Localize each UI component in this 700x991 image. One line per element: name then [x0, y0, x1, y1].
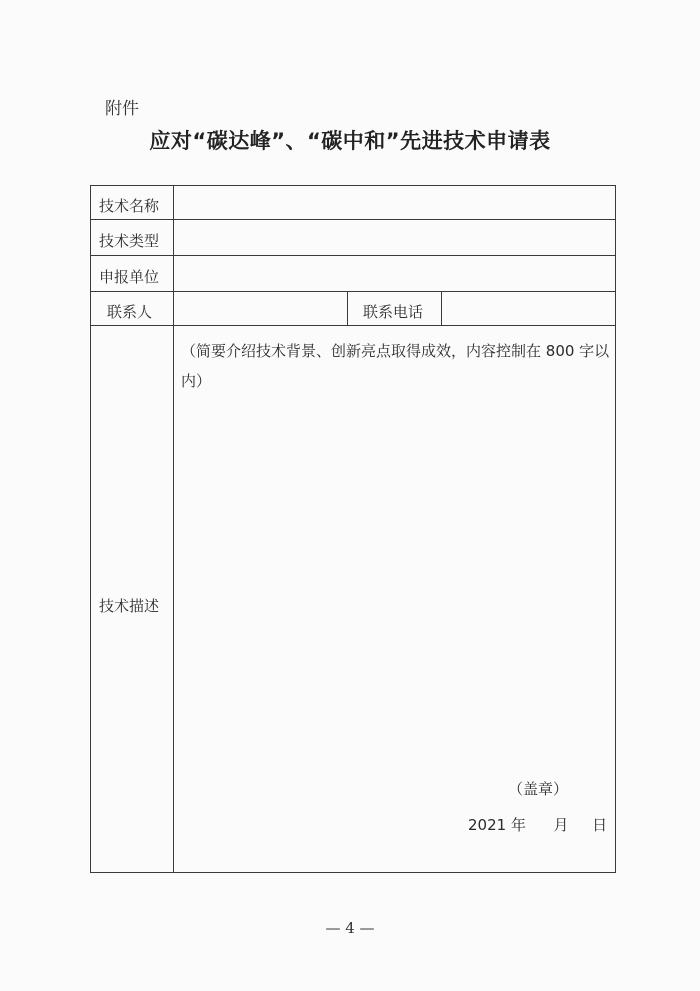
row-divider	[91, 325, 615, 326]
date-month-unit: 月	[553, 816, 569, 834]
applicant-unit-label: 申报单位	[99, 268, 160, 286]
attachment-label: 附件	[105, 99, 139, 119]
tech-name-label: 技术名称	[99, 197, 160, 215]
application-form-table	[90, 185, 616, 873]
contact-column-divider	[347, 291, 348, 325]
label-column-divider	[173, 186, 174, 872]
row-divider	[91, 219, 615, 220]
contact-person-label: 联系人	[107, 303, 153, 321]
date-line	[468, 814, 607, 835]
date-year: 2021	[468, 816, 507, 834]
page-number: — 4 —	[325, 919, 375, 937]
tech-description-label: 技术描述	[99, 597, 160, 615]
phone-column-divider	[441, 291, 442, 325]
row-divider	[91, 255, 615, 256]
description-hint: （简要介绍技术背景、创新亮点取得成效，内容控制在 800 字以内）	[181, 342, 610, 390]
row-divider	[91, 291, 615, 292]
date-day-unit: 日	[592, 816, 608, 834]
contact-phone-label: 联系电话	[363, 303, 424, 321]
page-title: 应对“碳达峰”、“碳中和”先进技术申请表	[149, 129, 551, 153]
date-year-unit: 年	[510, 816, 526, 834]
seal-label: （盖章）	[508, 780, 569, 798]
tech-type-label: 技术类型	[99, 232, 160, 250]
